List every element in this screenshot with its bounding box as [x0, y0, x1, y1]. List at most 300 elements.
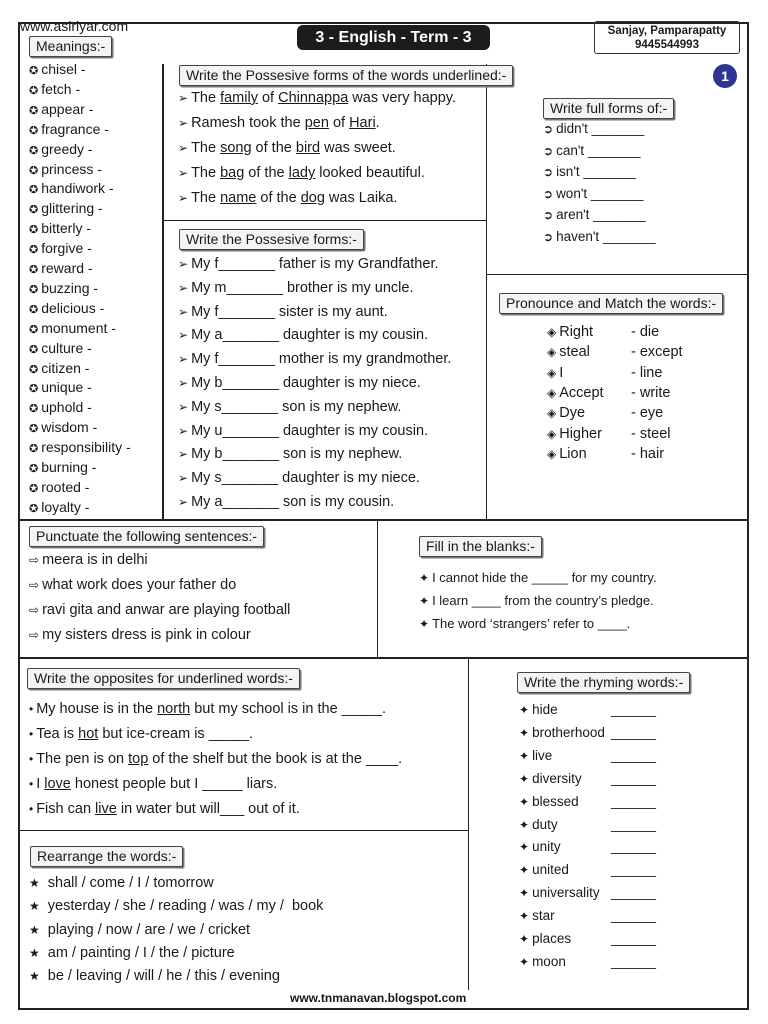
star4-bullet-icon: ✦	[419, 571, 430, 585]
meaning-word: rooted -	[41, 478, 90, 495]
underlined-word: song	[220, 140, 252, 156]
divider-row2	[19, 657, 748, 659]
meaning-word: greedy -	[41, 140, 93, 157]
pronounce-left-item	[547, 426, 602, 442]
full-form-item	[543, 143, 640, 158]
possessive-form-item	[178, 280, 414, 296]
possessive-form-text: My a_______ son is my cousin.	[191, 494, 395, 510]
meaning-bullet-icon: ✪	[29, 403, 39, 416]
underlined-word: family	[220, 90, 258, 106]
section-label-possessive-forms: Write the Possesive forms:-	[179, 229, 364, 250]
rhyming-item	[519, 839, 561, 854]
text-segment: was very happy.	[348, 90, 456, 106]
pronounce-left-item	[547, 405, 585, 421]
diamond-bullet-icon: ◈	[547, 406, 557, 421]
text-segment: but ice-cream is _____.	[98, 726, 254, 742]
text-segment: of the	[256, 190, 301, 206]
meaning-bullet-icon: ✪	[29, 104, 39, 117]
rhyming-word: universality	[532, 885, 600, 901]
curved-arrow-bullet-icon: ➲	[543, 165, 554, 179]
possessive-form-item	[178, 304, 388, 320]
meaning-item	[29, 121, 109, 137]
pronounce-word: Right	[559, 324, 594, 340]
meaning-bullet-icon: ✪	[29, 463, 39, 475]
pronounce-left-item	[547, 365, 563, 381]
author-box	[594, 21, 740, 54]
rearrange-item	[29, 945, 235, 961]
pronounce-right-item: - except	[631, 344, 683, 361]
meaning-word: loyalty -	[41, 498, 90, 515]
meaning-word: burning -	[41, 459, 97, 475]
arrow-bullet-icon: ➢	[178, 166, 189, 180]
meaning-bullet-icon: ✪	[29, 323, 39, 336]
meaning-item	[29, 499, 89, 515]
arrow-bullet-icon: ➢	[178, 304, 189, 319]
arrow-bullet-icon: ➢	[178, 257, 189, 271]
meaning-item	[29, 220, 91, 236]
pronounce-right-item: - write	[631, 384, 671, 401]
possessive-form-text: My f_______ sister is my aunt.	[191, 303, 388, 320]
full-form-item	[543, 121, 644, 136]
meaning-word: chisel -	[41, 61, 86, 77]
rearrange-text: be / leaving / will / he / this / evening	[47, 968, 280, 985]
text-segment: The	[191, 140, 221, 156]
possessive-form-text: My a_______ daughter is my cousin.	[191, 327, 429, 344]
meaning-word: buzzing -	[41, 279, 99, 296]
arrow-bullet-icon: ➢	[178, 352, 189, 367]
opposite-item	[29, 801, 300, 817]
diamond-bullet-icon: ◈	[547, 365, 557, 380]
section-label-pronounce-match: Pronounce and Match the words:-	[499, 293, 723, 314]
text-segment: The pen is on	[36, 751, 129, 767]
possessive-form-item	[178, 399, 401, 415]
fill-blank-item	[419, 593, 654, 608]
author-phone: 9445544993	[635, 39, 699, 51]
star4-bullet-icon: ✦	[519, 817, 530, 832]
curved-arrow-bullet-icon: ➲	[543, 229, 554, 244]
possessive-underlined-item	[178, 165, 425, 181]
underlined-word: hot	[78, 726, 99, 742]
dot-bullet-icon: •	[29, 802, 34, 816]
full-form-text: can't _______	[556, 142, 641, 158]
underlined-word: bag	[220, 165, 245, 181]
opposite-item	[29, 776, 277, 792]
arrow-bullet-icon: ➢	[178, 116, 189, 130]
diamond-bullet-icon: ◈	[547, 385, 557, 400]
possessive-underlined-item	[178, 190, 397, 206]
meaning-word: princess -	[41, 160, 102, 177]
possessive-underlined-item	[178, 140, 396, 156]
meaning-item	[29, 320, 116, 336]
site-url-top: www.asiriyar.com	[20, 18, 129, 34]
page-number-badge: 1	[713, 64, 737, 88]
star4-bullet-icon: ✦	[519, 932, 530, 946]
rearrange-item	[29, 898, 323, 914]
text-segment: I	[36, 776, 45, 792]
pronounce-word: I	[559, 364, 564, 381]
section-label-meanings: Meanings:-	[29, 36, 112, 57]
arrow-bullet-icon: ➢	[178, 399, 189, 414]
star-bullet-icon: ★	[29, 876, 40, 890]
possessive-form-text: My f_______ mother is my grandmother.	[191, 351, 452, 368]
fill-blank-text: I cannot hide the _____ for my country.	[432, 570, 657, 585]
text-segment: of the	[251, 140, 296, 156]
meaning-item	[29, 439, 131, 455]
hollow-arrow-bullet-icon: ⇨	[29, 553, 40, 567]
punctuate-item	[29, 602, 290, 618]
meaning-item	[29, 101, 93, 117]
arrow-bullet-icon: ➢	[178, 280, 189, 295]
pronounce-word: Higher	[559, 425, 602, 442]
fill-blank-text: I learn ____ from the country’s pledge.	[432, 593, 654, 608]
text-segment: .	[375, 115, 380, 131]
meaning-bullet-icon: ✪	[29, 363, 39, 376]
full-form-text: aren't _______	[556, 207, 646, 222]
text-segment: The	[191, 165, 221, 181]
star4-bullet-icon: ✦	[519, 771, 530, 786]
meaning-item	[29, 200, 103, 216]
punctuate-text: my sisters dress is pink in colour	[42, 627, 251, 643]
star4-bullet-icon: ✦	[519, 794, 530, 809]
possessive-form-text: My m_______ brother is my uncle.	[191, 279, 414, 296]
dot-bullet-icon: •	[29, 752, 34, 766]
text-segment: was Laika.	[324, 190, 398, 206]
pronounce-word: Lion	[559, 445, 587, 462]
arrow-bullet-icon: ➢	[178, 191, 189, 205]
star4-bullet-icon: ✦	[519, 748, 530, 763]
opposite-item	[29, 726, 253, 742]
divider-row1	[19, 519, 748, 521]
text-segment: of	[328, 115, 350, 131]
dot-bullet-icon: •	[29, 727, 34, 741]
star-bullet-icon: ★	[29, 922, 40, 937]
meaning-item	[29, 260, 93, 276]
arrow-bullet-icon: ➢	[178, 447, 189, 462]
rearrange-text: yesterday / she / reading / was / my / book	[47, 898, 324, 915]
diamond-bullet-icon: ◈	[547, 345, 557, 360]
dot-bullet-icon: •	[29, 702, 34, 716]
pronounce-left-item	[547, 324, 593, 340]
possessive-form-text: My u_______ daughter is my cousin.	[191, 422, 429, 439]
meaning-bullet-icon: ✪	[29, 224, 39, 237]
meaning-word: wisdom -	[41, 419, 98, 436]
meaning-word: appear -	[41, 100, 94, 117]
underlined-word: dog	[300, 190, 325, 206]
meaning-item	[29, 280, 98, 296]
divider-fullforms	[486, 64, 487, 519]
meaning-item	[29, 61, 86, 77]
curved-arrow-bullet-icon: ➲	[543, 143, 554, 158]
possessive-form-item	[178, 423, 428, 439]
text-segment: The	[191, 90, 221, 106]
meaning-bullet-icon: ✪	[29, 164, 39, 177]
rhyming-blank: ______	[611, 953, 657, 969]
possessive-form-item	[178, 351, 451, 367]
rhyming-item	[519, 862, 569, 877]
underlined-word: lady	[288, 165, 316, 181]
rhyming-item	[519, 817, 558, 832]
meaning-bullet-icon: ✪	[29, 383, 39, 396]
curved-arrow-bullet-icon: ➲	[543, 122, 554, 136]
full-form-text: didn't _______	[556, 121, 645, 136]
meaning-item	[29, 141, 93, 157]
arrow-bullet-icon: ➢	[178, 495, 189, 509]
star-bullet-icon: ★	[29, 969, 40, 984]
rhyming-word: hide	[532, 702, 558, 717]
possessive-form-text: My s_______ son is my nephew.	[191, 398, 402, 415]
rhyming-blank: ______	[611, 724, 657, 740]
meaning-item	[29, 379, 92, 395]
rearrange-text: playing / now / are / we / cricket	[47, 921, 251, 938]
underlined-word: name	[220, 190, 257, 206]
meaning-bullet-icon: ✪	[29, 502, 39, 515]
rhyming-item	[519, 702, 558, 717]
divider-rearrange	[19, 830, 468, 831]
divider-rhyming	[468, 658, 469, 990]
text-segment: Fish can	[36, 801, 96, 817]
possessive-form-text: My b_______ daughter is my niece.	[191, 375, 421, 391]
underlined-word: love	[44, 776, 71, 792]
meaning-word: reward -	[41, 260, 93, 276]
star4-bullet-icon: ✦	[519, 954, 530, 969]
rhyming-item	[519, 725, 605, 740]
text-segment: My house is in the	[36, 701, 158, 717]
star4-bullet-icon: ✦	[519, 909, 530, 924]
meaning-word: unique -	[41, 379, 92, 396]
rhyming-blank: ______	[611, 862, 657, 878]
underlined-word: live	[95, 801, 117, 817]
meaning-item	[29, 360, 89, 376]
full-form-item	[543, 164, 636, 179]
text-segment: Tea is	[36, 726, 79, 742]
possessive-underlined-item	[178, 90, 456, 106]
meaning-bullet-icon: ✪	[29, 144, 39, 157]
pronounce-word: steal	[559, 344, 590, 361]
rearrange-item	[29, 968, 280, 984]
possessive-underlined-item	[178, 115, 380, 131]
meaning-word: bitterly -	[41, 220, 92, 237]
rhyming-word: live	[532, 747, 553, 763]
text-segment: looked beautiful.	[315, 165, 425, 181]
section-label-possessive-underlined: Write the Possesive forms of the words underlined:-	[179, 65, 513, 86]
meaning-bullet-icon: ✪	[29, 204, 39, 217]
underlined-word: Chinnappa	[278, 90, 349, 106]
text-segment: honest people but I _____ liars.	[70, 776, 278, 792]
star4-bullet-icon: ✦	[519, 840, 530, 855]
rhyming-word: brotherhood	[532, 724, 605, 740]
rhyming-blank: ______	[611, 793, 657, 809]
meaning-bullet-icon: ✪	[29, 303, 39, 316]
meaning-item	[29, 81, 80, 97]
fill-blank-item	[419, 570, 657, 585]
punctuate-item	[29, 577, 236, 593]
star-bullet-icon: ★	[29, 899, 40, 914]
meaning-bullet-icon: ✪	[29, 283, 39, 296]
meaning-item	[29, 180, 114, 196]
meaning-bullet-icon: ✪	[29, 264, 39, 276]
rearrange-text: am / painting / I / the / picture	[47, 944, 235, 961]
arrow-bullet-icon: ➢	[178, 376, 189, 390]
pronounce-word: Accept	[559, 384, 604, 401]
page-title: 3 - English - Term - 3	[297, 25, 490, 50]
rhyming-item	[519, 954, 566, 969]
meaning-item	[29, 479, 89, 495]
pronounce-left-item	[547, 385, 604, 401]
meaning-item	[29, 459, 96, 475]
rhyming-blank: ______	[611, 816, 657, 832]
opposite-item	[29, 751, 402, 767]
meaning-item	[29, 399, 92, 415]
underlined-word: bird	[295, 140, 321, 156]
arrow-bullet-icon: ➢	[178, 423, 189, 438]
text-segment: The	[191, 190, 221, 206]
meaning-word: forgive -	[41, 240, 92, 257]
rhyming-word: united	[532, 862, 569, 878]
fill-blank-item	[419, 616, 630, 631]
rhyming-item	[519, 748, 552, 763]
meaning-bullet-icon: ✪	[29, 65, 39, 77]
rearrange-item	[29, 875, 214, 891]
meaning-bullet-icon: ✪	[29, 124, 39, 137]
star-bullet-icon: ★	[29, 945, 40, 960]
rhyming-word: moon	[532, 953, 566, 969]
divider-pronounce	[487, 274, 748, 275]
rhyming-item	[519, 908, 555, 923]
meaning-bullet-icon: ✪	[29, 84, 39, 97]
punctuate-text: what work does your father do	[42, 577, 237, 593]
punctuate-item	[29, 627, 251, 643]
curved-arrow-bullet-icon: ➲	[543, 186, 554, 201]
divider-punctuate	[377, 520, 378, 657]
meaning-item	[29, 161, 102, 177]
meaning-bullet-icon: ✪	[29, 482, 39, 495]
diamond-bullet-icon: ◈	[547, 426, 557, 441]
divider-meanings	[162, 64, 164, 519]
rhyming-item	[519, 794, 579, 809]
pronounce-word: Dye	[559, 405, 586, 422]
underlined-word: pen	[304, 115, 329, 131]
meaning-bullet-icon: ✪	[29, 423, 39, 436]
dot-bullet-icon: •	[29, 777, 34, 791]
meaning-item	[29, 340, 92, 356]
arrow-bullet-icon: ➢	[178, 141, 189, 155]
star4-bullet-icon: ✦	[519, 703, 530, 717]
pronounce-right-item: - steel	[631, 425, 671, 442]
full-form-item	[543, 229, 655, 244]
rhyming-blank: ______	[611, 885, 657, 901]
full-form-item	[543, 186, 643, 201]
meaning-word: fragrance -	[41, 120, 109, 137]
full-form-text: won't _______	[556, 185, 644, 201]
possessive-form-item	[178, 470, 420, 486]
rhyming-blank: ______	[611, 931, 657, 946]
meaning-item	[29, 419, 97, 435]
star4-bullet-icon: ✦	[519, 725, 530, 740]
opposite-item	[29, 701, 386, 717]
meaning-bullet-icon: ✪	[29, 343, 39, 356]
rhyming-word: places	[532, 931, 572, 946]
meaning-word: citizen -	[41, 359, 90, 376]
star4-bullet-icon: ✦	[519, 886, 530, 901]
section-label-rhyming: Write the rhyming words:-	[517, 672, 690, 693]
meaning-bullet-icon: ✪	[29, 244, 39, 257]
meaning-bullet-icon: ✪	[29, 184, 39, 197]
site-url-bottom: www.tnmanavan.blogspot.com	[290, 991, 467, 1005]
possessive-form-item	[178, 494, 394, 510]
pronounce-right-item: - line	[631, 364, 663, 381]
divider-possessive	[163, 220, 486, 221]
rearrange-item	[29, 922, 250, 938]
text-segment: but my school is in the _____.	[190, 701, 387, 717]
star4-bullet-icon: ✦	[419, 617, 430, 631]
rhyming-blank: ______	[611, 839, 657, 855]
rhyming-item	[519, 885, 600, 900]
rhyming-blank: ______	[611, 770, 657, 786]
meaning-item	[29, 300, 104, 316]
pronounce-left-item	[547, 446, 587, 462]
underlined-word: north	[157, 701, 191, 717]
punctuate-text: meera is in delhi	[42, 552, 148, 568]
arrow-bullet-icon: ➢	[178, 471, 189, 486]
meaning-word: delicious -	[41, 299, 105, 316]
rhyming-item	[519, 771, 582, 786]
meaning-word: responsibility -	[41, 439, 131, 456]
rearrange-text: shall / come / I / tomorrow	[47, 875, 214, 891]
possessive-form-item	[178, 327, 428, 343]
full-form-item	[543, 207, 646, 222]
full-form-text: isn't _______	[556, 164, 636, 179]
punctuate-text: ravi gita and anwar are playing football	[42, 602, 291, 618]
rhyming-word: blessed	[532, 793, 579, 809]
hollow-arrow-bullet-icon: ⇨	[29, 628, 40, 642]
section-label-rearrange: Rearrange the words:-	[30, 846, 183, 867]
rhyming-blank: ______	[611, 747, 657, 763]
pronounce-right-item: - die	[631, 324, 660, 340]
possessive-form-item	[178, 375, 421, 391]
fill-blank-text: The word ‘strangers’ refer to ____.	[432, 616, 631, 631]
text-segment: Ramesh took the	[191, 115, 305, 131]
rhyming-blank: ______	[611, 908, 657, 924]
underlined-word: top	[128, 751, 149, 767]
hollow-arrow-bullet-icon: ⇨	[29, 603, 40, 617]
pronounce-right-item: - eye	[631, 405, 664, 422]
section-label-opposites: Write the opposites for underlined words:-	[27, 668, 300, 689]
possessive-form-text: My s_______ daughter is my niece.	[191, 470, 420, 487]
arrow-bullet-icon: ➢	[178, 328, 189, 343]
possessive-form-item	[178, 256, 439, 272]
hollow-arrow-bullet-icon: ⇨	[29, 578, 40, 592]
arrow-bullet-icon: ➢	[178, 91, 189, 105]
meaning-bullet-icon: ✪	[29, 443, 39, 456]
section-label-punctuate: Punctuate the following sentences:-	[29, 526, 264, 547]
rhyming-word: duty	[532, 816, 558, 832]
full-form-text: haven't _______	[556, 228, 656, 244]
section-label-fill-blanks: Fill in the blanks:-	[419, 536, 542, 557]
text-segment: of the	[244, 165, 289, 181]
diamond-bullet-icon: ◈	[547, 446, 557, 461]
text-segment: of	[257, 90, 279, 106]
text-segment: in water but will___ out of it.	[116, 801, 300, 817]
underlined-word: Hari	[349, 115, 376, 131]
rhyming-word: star	[532, 908, 555, 924]
possessive-form-text: My b_______ son is my nephew.	[191, 446, 403, 463]
possessive-form-text: My f_______ father is my Grandfather.	[191, 256, 439, 272]
text-segment: was sweet.	[320, 140, 396, 156]
meaning-word: glittering -	[41, 200, 103, 217]
meaning-item	[29, 240, 92, 256]
diamond-bullet-icon: ◈	[547, 325, 557, 339]
meaning-word: fetch -	[41, 80, 81, 97]
